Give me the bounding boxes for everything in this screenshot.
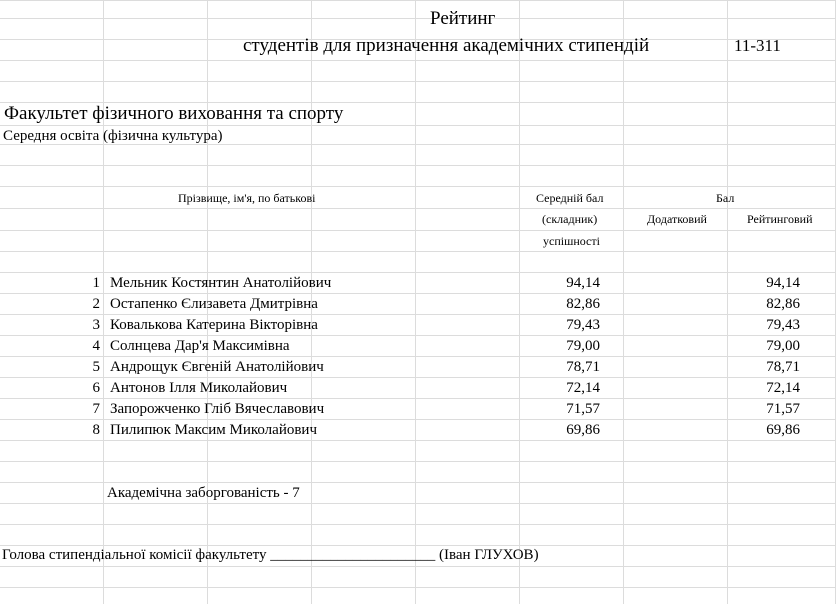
table-row (0, 356, 836, 377)
header-average-line3: успішності (543, 234, 600, 248)
student-name: Остапенко Єлизавета Дмитрівна (110, 296, 318, 312)
row-number: 7 (92, 401, 100, 417)
row-number: 3 (92, 317, 100, 333)
student-name: Пилипюк Максим Миколайович (110, 422, 317, 438)
average-score: 78,71 (566, 359, 600, 375)
average-score: 79,43 (566, 317, 600, 333)
table-row (0, 314, 836, 335)
average-score: 69,86 (566, 422, 600, 438)
table-row (0, 335, 836, 356)
student-name: Антонов Ілля Миколайович (110, 380, 288, 396)
student-name: Мельник Костянтин Анатолійович (110, 275, 332, 291)
header-additional: Додатковий (647, 212, 707, 226)
header-score-group: Бал (716, 191, 735, 205)
rating-score: 72,14 (766, 380, 800, 396)
average-score: 79,00 (566, 338, 600, 354)
rating-score: 79,43 (766, 317, 800, 333)
rating-score: 79,00 (766, 338, 800, 354)
row-number: 1 (92, 275, 100, 291)
signature-line: Голова стипендіальної комісії факультету ______________________ (Іван ГЛУХОВ) (2, 547, 539, 563)
student-name: Ковалькова Катерина Вікторівна (110, 317, 318, 333)
header-average-line1: Середній бал (536, 191, 604, 205)
rating-score: 71,57 (766, 401, 800, 417)
rating-score: 78,71 (766, 359, 800, 375)
header-average-line2: (складник) (542, 212, 598, 226)
average-score: 72,14 (566, 380, 600, 396)
table-row (0, 398, 836, 419)
table-row (0, 419, 836, 440)
header-full-name: Прізвище, ім'я, по батькові (178, 191, 316, 205)
rating-score: 94,14 (766, 275, 800, 291)
row-number: 5 (92, 359, 100, 375)
row-number: 6 (92, 380, 100, 396)
average-score: 82,86 (566, 296, 600, 312)
row-number: 2 (92, 296, 100, 312)
report-subtitle: студентів для призначення академічних стипендій (243, 35, 650, 56)
student-name: Запорожченко Гліб Вячеславович (110, 401, 325, 417)
table-row (0, 377, 836, 398)
group-code: 11-311 (734, 36, 781, 55)
student-name: Солнцева Дар'я Максимівна (110, 338, 290, 354)
academic-debt: Академічна заборгованість - 7 (107, 485, 300, 501)
table-row (0, 272, 836, 293)
faculty-name: Факультет фізичного виховання та спорту (4, 103, 344, 124)
row-number: 8 (92, 422, 100, 438)
rating-score: 82,86 (766, 296, 800, 312)
specialty-name: Середня освіта (фізична культура) (3, 128, 223, 144)
header-rating: Рейтинговий (747, 212, 813, 226)
table-row (0, 293, 836, 314)
rating-score: 69,86 (766, 422, 800, 438)
average-score: 94,14 (566, 275, 600, 291)
report-title: Рейтинг (430, 8, 496, 29)
row-number: 4 (92, 338, 100, 354)
average-score: 71,57 (566, 401, 600, 417)
student-name: Андрощук Євгеній Анатолійович (110, 359, 324, 375)
